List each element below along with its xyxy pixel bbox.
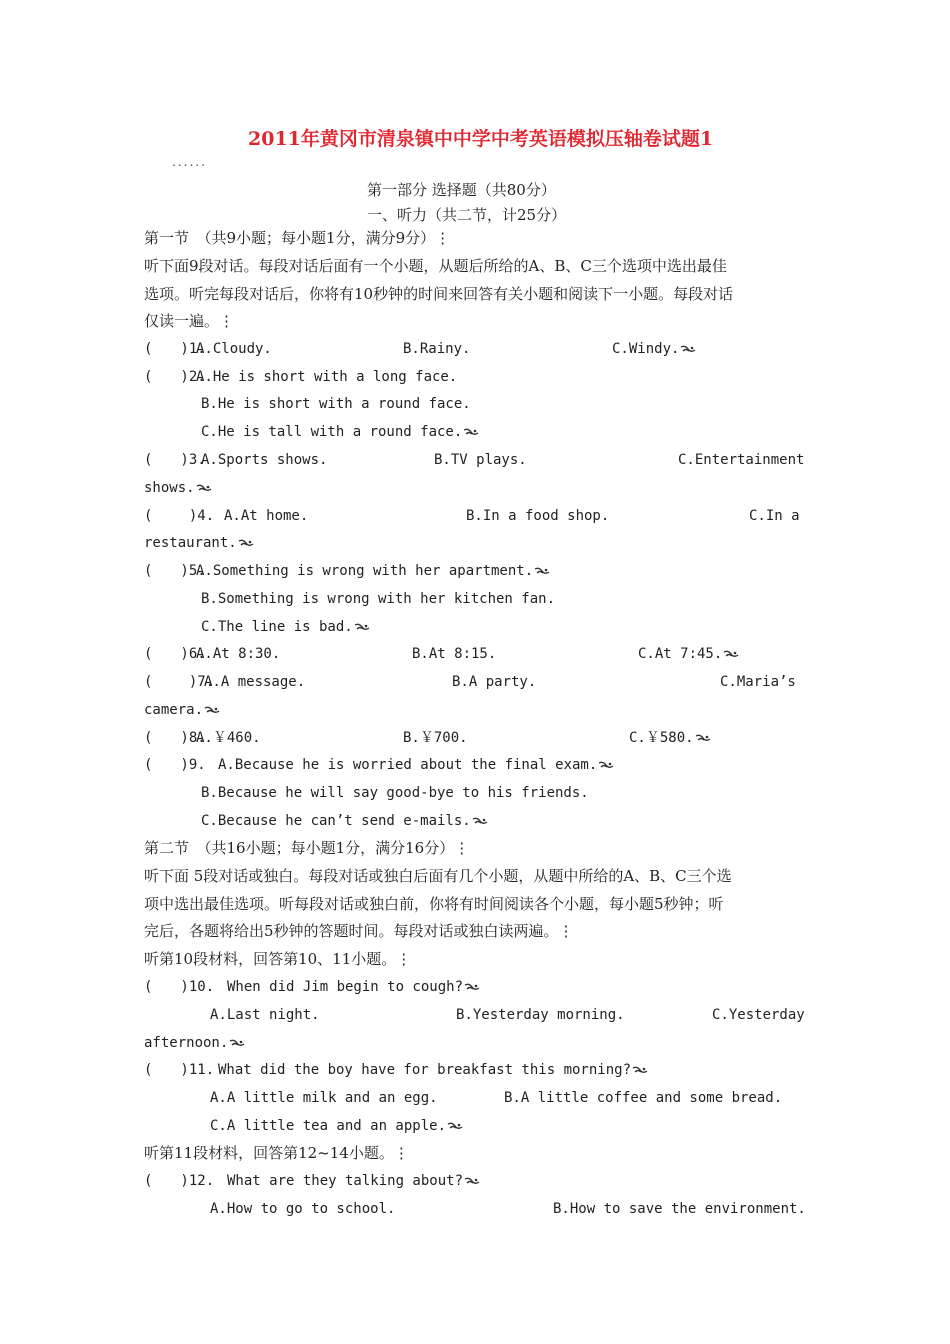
q8-number: ( )8. — [144, 730, 206, 746]
q7-option-a: A.A message. — [204, 674, 306, 690]
material-10-heading: 听第10段材料，回答第10、11小题。⋮ — [144, 950, 412, 968]
q3-option-c-cont-row — [144, 478, 212, 498]
intro1-line2: 选项。听完每段对话后，你将有10秒钟的时间来回答有关小题和阅读下一小题。每段对话 — [144, 285, 734, 303]
q10-stem: When did Jim begin to cough? — [227, 979, 464, 995]
q8-option-a: A.￥460. — [196, 730, 261, 746]
intro2-line1: 听下面 5段对话或独白。每段对话或独白后面有几个小题，从题中所给的A、B、C三个选 — [144, 867, 732, 885]
q5-option-c: C.The line is bad. — [201, 619, 353, 635]
link-mark-icon — [464, 1177, 480, 1186]
q11-option-c-row — [210, 1116, 463, 1136]
q6-number: ( )6. — [144, 646, 206, 662]
q11-option-b: B.A little coffee and some bread. — [504, 1090, 783, 1106]
q10-option-a: A.Last night. — [210, 1007, 320, 1023]
q4-option-c-cont-row — [144, 533, 254, 553]
link-mark-icon — [354, 623, 370, 632]
q11-stem-row — [218, 1060, 648, 1080]
jie1-heading: 第一节 （共9小题；每小题1分，满分9分）⋮ — [144, 229, 451, 247]
intro2-line3: 完后，各题将给出5秒钟的答题时间。每段对话或独白读两遍。⋮ — [144, 922, 574, 940]
q4-option-b: B.In a food shop. — [466, 508, 610, 524]
q5-option-b: B.Something is wrong with her kitchen fan. — [201, 591, 556, 607]
q11-option-a: A.A little milk and an egg. — [210, 1090, 438, 1106]
q1-option-a: A.Cloudy. — [196, 341, 272, 357]
q10-option-b: B.Yesterday morning. — [456, 1007, 625, 1023]
q7-number: ( )7. — [144, 674, 215, 690]
q5-number: ( )5. — [144, 563, 206, 579]
intro1-line1: 听下面9段对话。每段对话后面有一个小题，从题后所给的A、B、C三个选项中选出最佳 — [144, 257, 727, 275]
q12-stem: What are they talking about? — [227, 1173, 464, 1189]
material-11-heading: 听第11段材料，回答第12~14小题。⋮ — [144, 1144, 409, 1162]
q4-option-c: C.In a — [749, 508, 800, 524]
link-mark-icon — [695, 734, 711, 743]
q3-option-c: C.Entertainment — [678, 452, 805, 468]
q5-option-a-row — [196, 561, 550, 581]
document-title: 2011年黄冈市清泉镇中中学中考英语模拟压轴卷试题1 — [248, 128, 714, 150]
q9-option-a: A.Because he is worried about the final exam. — [218, 757, 598, 773]
q12-option-b: B.How to save the environment. — [553, 1201, 806, 1217]
q6-option-a: A.At 8:30. — [196, 646, 281, 662]
q2-number: ( )2. — [144, 369, 206, 385]
q6-option-c: C.At 7:45. — [638, 646, 723, 662]
section1-heading: 一、听力（共二节，计25分） — [367, 206, 567, 224]
link-mark-icon — [238, 539, 254, 548]
q12-option-a: A.How to go to school. — [210, 1201, 396, 1217]
q10-number: ( )10. — [144, 979, 215, 995]
q2-option-c: C.He is tall with a round face. — [201, 424, 463, 440]
q10-option-c-cont-row — [144, 1033, 245, 1053]
q3-number: ( )3. — [144, 452, 206, 468]
q4-option-a: A.At home. — [224, 508, 309, 524]
q2-option-c-row — [201, 422, 479, 442]
dots: ...... — [172, 155, 207, 169]
q8-option-b: B.￥700. — [403, 730, 468, 746]
q1-number: ( )1. — [144, 341, 206, 357]
q7-option-c: C.Maria’s — [720, 674, 796, 690]
link-mark-icon — [680, 345, 696, 354]
q11-stem: What did the boy have for breakfast this morning? — [218, 1062, 632, 1078]
q3-option-c-cont: shows. — [144, 480, 195, 496]
q6-option-b: B.At 8:15. — [412, 646, 497, 662]
intro2-line2: 项中选出最佳选项。听每段对话或独白前，你将有时间阅读各个小题，每小题5秒钟；听 — [144, 895, 724, 913]
q8-option-c-row — [629, 728, 711, 748]
link-mark-icon — [447, 1122, 463, 1131]
part1-heading: 第一部分 选择题（共80分） — [367, 181, 556, 199]
q1-option-b: B.Rainy. — [403, 341, 471, 357]
q7-option-c-cont: camera. — [144, 702, 204, 718]
q3-option-b: B.TV plays. — [434, 452, 527, 468]
q9-option-b: B.Because he will say good-bye to his friends. — [201, 785, 589, 801]
link-mark-icon — [229, 1039, 245, 1048]
q4-number: ( )4. — [144, 508, 215, 524]
q9-option-a-row — [218, 755, 614, 775]
q8-option-c: C.￥580. — [629, 730, 694, 746]
link-mark-icon — [464, 983, 480, 992]
q7-option-b: B.A party. — [452, 674, 537, 690]
q2-option-b: B.He is short with a round face. — [201, 396, 471, 412]
q9-option-c-row — [201, 811, 488, 831]
q10-option-c: C.Yesterday — [712, 1007, 805, 1023]
jie2-heading: 第二节 （共16小题；每小题1分，满分16分）⋮ — [144, 839, 470, 857]
link-mark-icon — [632, 1066, 648, 1075]
q5-option-a: A.Something is wrong with her apartment. — [196, 563, 534, 579]
q4-option-c-cont: restaurant. — [144, 535, 237, 551]
q3-option-a: A.Sports shows. — [201, 452, 328, 468]
q10-stem-row — [227, 977, 480, 997]
intro1-line3: 仅读一遍。⋮ — [144, 312, 235, 330]
link-mark-icon — [472, 817, 488, 826]
q9-option-c: C.Because he can’t send e-mails. — [201, 813, 471, 829]
q7-option-c-cont-row — [144, 700, 220, 720]
link-mark-icon — [204, 706, 220, 715]
q5-option-c-row — [201, 617, 370, 637]
q12-stem-row — [227, 1171, 480, 1191]
link-mark-icon — [598, 761, 614, 770]
q1-option-c-row — [612, 339, 696, 359]
q2-option-a: A.He is short with a long face. — [196, 369, 458, 385]
link-mark-icon — [196, 484, 212, 493]
q12-number: ( )12. — [144, 1173, 215, 1189]
link-mark-icon — [463, 428, 479, 437]
q10-option-c-cont: afternoon. — [144, 1035, 229, 1051]
q6-option-c-row — [638, 644, 739, 664]
link-mark-icon — [534, 567, 550, 576]
q11-number: ( )11. — [144, 1062, 215, 1078]
q9-number: ( )9. — [144, 757, 206, 773]
q11-option-c: C.A little tea and an apple. — [210, 1118, 447, 1134]
q1-option-c: C.Windy. — [612, 341, 680, 357]
link-mark-icon — [723, 650, 739, 659]
